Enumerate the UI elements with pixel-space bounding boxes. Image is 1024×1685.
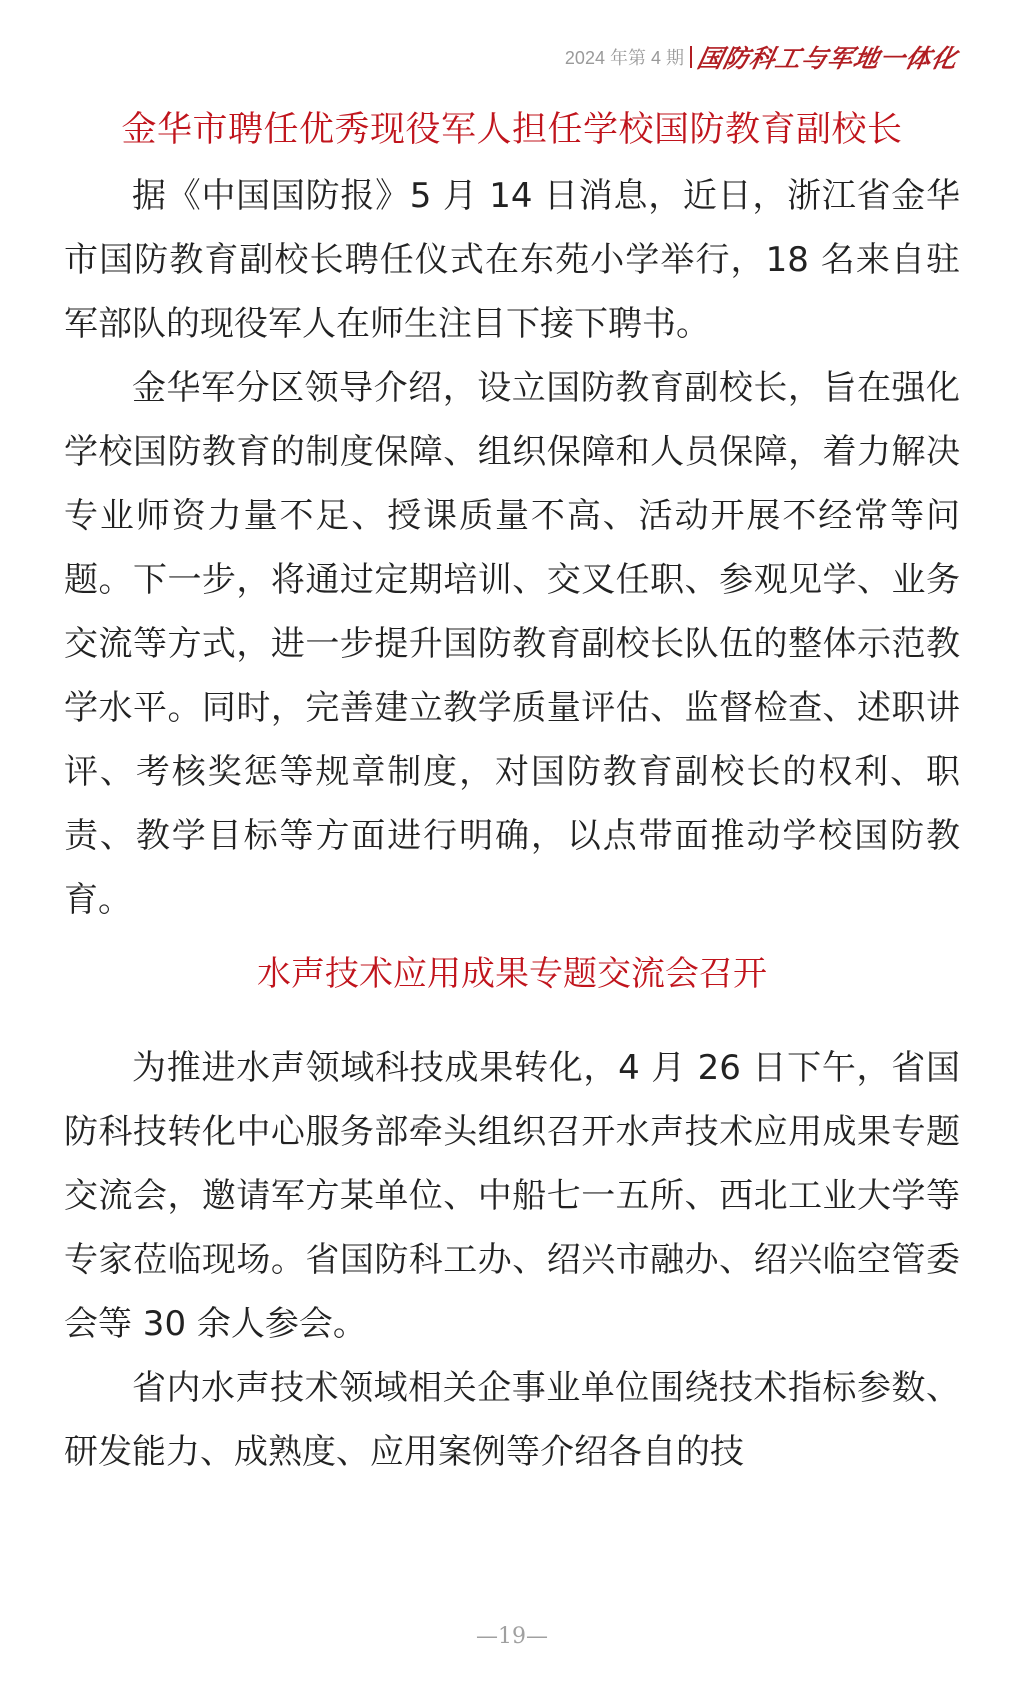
article-paragraph: 省内水声技术领域相关企事业单位围绕技术指标参数、研发能力、成熟度、应用案例等介绍各自的技 <box>64 1368 960 1472</box>
page-content <box>64 104 960 1484</box>
article-title: 水声技术应用成果专题交流会召开 <box>257 954 767 994</box>
article-paragraph: 为推进水声领域科技成果转化，4 月 26 日下午，省国防科技转化中心服务部牵头组织召开水声技术应用成果专题交流会，邀请军方某单位、中船七一五所、西北工业大学等专家莅临现场。省国防科工办、绍兴市融办、绍兴临空管委会等 30 余人参会。 <box>64 1048 960 1344</box>
article-paragraph: 金华军分区领导介绍，设立国防教育副校长，旨在强化学校国防教育的制度保障、组织保障和人员保障，着力解决专业师资力量不足、授课质量不高、活动开展不经常等问题。下一步，将通过定期培训、交叉任职、参观见学、业务交流等方式，进一步提升国防教育副校长队伍的整体示范教学水平。同时，完善建立教学质量评估、监督检查、述职讲评、考核奖惩等规章制度，对国防教育副校长的权利、职责、教学目标等方面进行明确，以点带面推动学校国防教育。 <box>64 368 960 920</box>
header-divider <box>690 46 692 68</box>
page-number: —19— <box>476 1624 548 1649</box>
journal-slogan-logo: 国防科工与军地一体化 <box>694 44 961 73</box>
issue-label: 2024 年第 4 期 <box>564 48 684 68</box>
article-paragraph: 据《中国国防报》5 月 14 日消息，近日，浙江省金华市国防教育副校长聘任仪式在东苑小学举行，18 名来自驻军部队的现役军人在师生注目下接下聘书。 <box>64 176 960 344</box>
article-title: 金华市聘任优秀现役军人担任学校国防教育副校长 <box>121 110 903 150</box>
page-header <box>564 40 961 74</box>
